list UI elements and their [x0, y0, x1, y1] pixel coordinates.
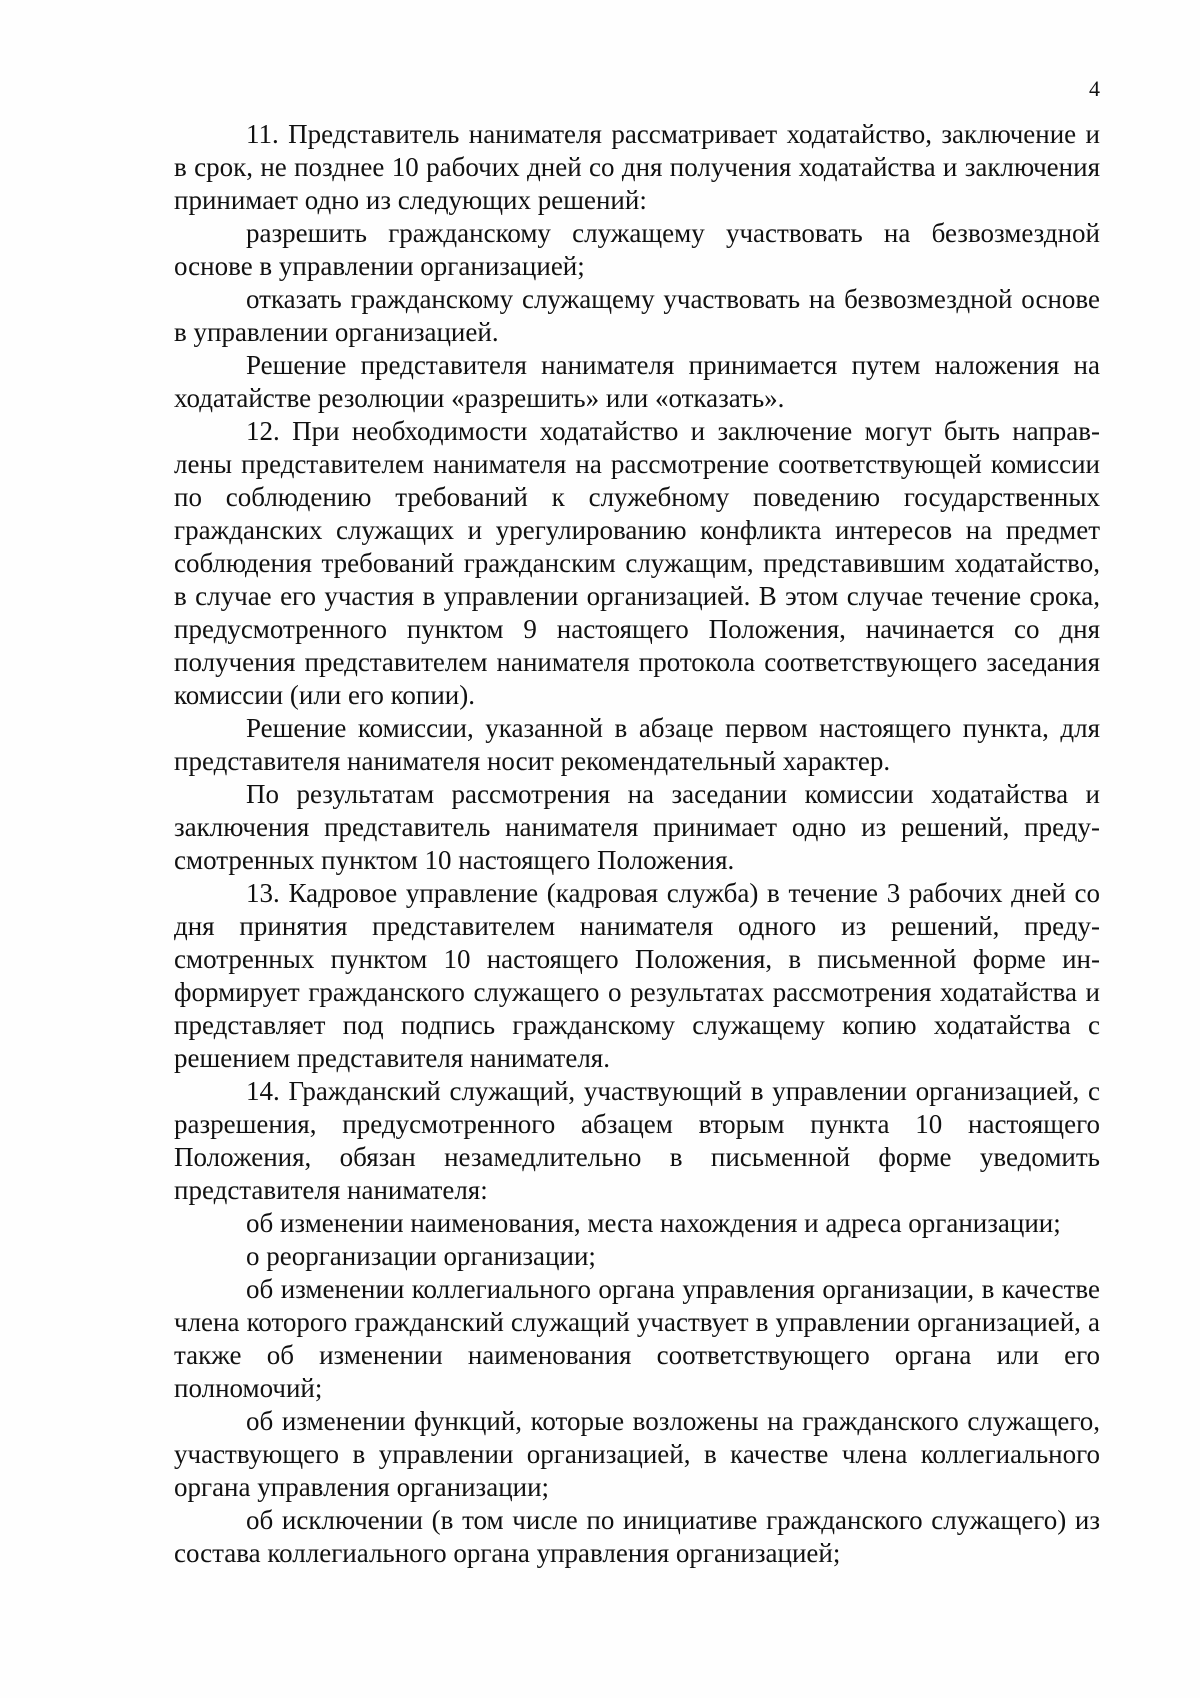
- paragraph-11-option-refuse: отказать гражданскому служащему участвовать на безвозмездной основе в управлении организацией.: [174, 284, 1100, 347]
- paragraph-14-item-functions-change: об изменении функций, которые возложены на гражданского служащего, участвующего в управлении организацией, в качестве члена коллегиального органа управления организации;: [174, 1406, 1100, 1502]
- document-body: [174, 118, 1100, 1570]
- paragraph-12-results: По результатам рассмотрения на заседании комиссии ходатайства и заключения представитель нанимателя принимает одно из решений, предусмотренных пунктом 10 настоящего Положения.: [174, 779, 1100, 875]
- paragraph-14: 14. Гражданский служащий, участвующий в управлении организацией, с разрешения, предусмотренного абзацем вторым пункта 10 настоящего Положения, обязан незамедлительно в письменной форме уведомить представителя нанимателя:: [174, 1076, 1100, 1205]
- paragraph-11: 11. Представитель нанимателя рассматривает ходатайство, заключение и в срок, не позднее 10 рабочих дней со дня получения ходатайства и заключения принимает одно из следующих решений:: [174, 119, 1100, 215]
- paragraph-14-item-exclusion: об исключении (в том числе по инициативе гражданского служащего) из состава коллегиального органа управления организацией;: [174, 1505, 1100, 1568]
- paragraph-11-resolution: Решение представителя нанимателя принимается путем наложения на ходатайстве резолюции «разрешить» или «отказать».: [174, 350, 1100, 413]
- paragraph-14-item-body-change: об изменении коллегиального органа управления организации, в качестве члена которого гражданский служащий участвует в управлении организацией, а также об изменении наименования соответствующего органа или его полномочий;: [174, 1274, 1100, 1403]
- page-number: 4: [1089, 76, 1100, 101]
- paragraph-13: 13. Кадровое управление (кадровая служба) в течение 3 рабочих дней со дня принятия представителем нанимателя одного из решений, предусмотренных пунктом 10 настоящего Положения, в письменной форме информирует гражданского служащего о результатах рассмотрения ходатайства и представляет под подпись гражданскому служащему копию ходатайства с решением представителя нанимателя.: [174, 878, 1100, 1073]
- paragraph-12-commission-decision: Решение комиссии, указанной в абзаце первом настоящего пункта, для представителя нанимателя носит рекомендательный характер.: [174, 713, 1100, 776]
- paragraph-11-option-allow: разрешить гражданскому служащему участвовать на безвозмездной основе в управлении организацией;: [174, 218, 1100, 281]
- paragraph-12: 12. При необходимости ходатайство и заключение могут быть направлены представителем нанимателя на рассмотрение соответствующей комиссии по соблюдению требований к служебному поведению государственных гражданских служащих и урегулированию конфликта интересов на предмет соблюдения требований гражданским служащим, представившим ходатайство, в случае его участия в управлении организацией. В этом случае течение срока, предусмотренного пунктом 9 настоящего Положения, начинается со дня получения представителем нанимателя протокола соответствующего заседания комиссии (или его копии).: [174, 416, 1100, 710]
- paragraph-14-item-name-change: об изменении наименования, места нахождения и адреса организации;: [246, 1208, 1061, 1238]
- paragraph-14-item-reorganization: о реорганизации организации;: [246, 1241, 596, 1271]
